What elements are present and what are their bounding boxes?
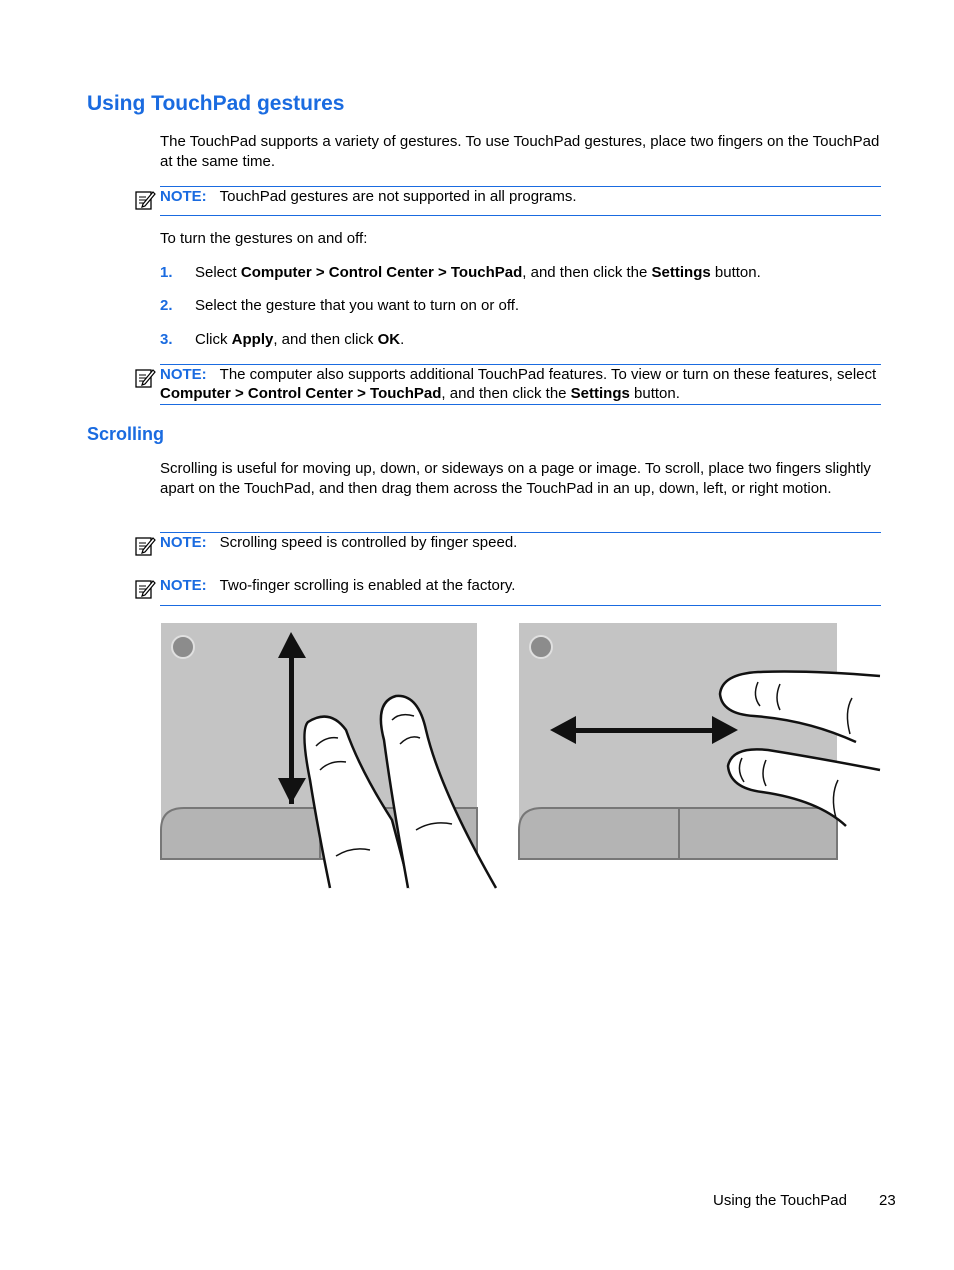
horizontal-scroll-illustration — [518, 620, 882, 865]
note-box — [160, 186, 881, 216]
step-text: , and then click — [273, 331, 378, 348]
menu-path: Computer > Control Center > TouchPad — [240, 264, 523, 281]
step-1 — [160, 263, 880, 283]
note-box — [160, 364, 881, 405]
note-text: button. — [629, 385, 680, 402]
step-number: 3. — [160, 331, 173, 348]
step-text: button. — [710, 264, 761, 281]
apply-label: Apply — [231, 331, 274, 348]
note-text: Two-finger scrolling is enabled at the factory. — [219, 577, 516, 594]
step-2 — [160, 296, 880, 316]
toggle-intro: To turn the gestures on and off: — [160, 230, 368, 247]
step-text: Select — [195, 264, 241, 281]
menu-path: Computer > Control Center > TouchPad — [160, 385, 442, 402]
ok-label: OK — [377, 331, 401, 348]
note-box — [160, 532, 881, 606]
note-text: TouchPad gestures are not supported in all programs. — [219, 188, 577, 205]
step-text: Select the gesture that you want to turn on or off. — [195, 297, 520, 314]
note-text: , and then click the — [441, 385, 571, 402]
touchpad-led-icon — [172, 636, 194, 658]
section-heading-scrolling: Scrolling — [87, 424, 165, 444]
step-number: 2. — [160, 297, 173, 314]
settings-label: Settings — [570, 385, 630, 402]
note-pencil-icon — [134, 367, 156, 389]
note-pencil-icon — [134, 535, 156, 557]
scrolling-paragraph: Scrolling is useful for moving up, down, or sideways on a page or image. To scroll, place two fingers slightly apart on the TouchPad, and then drag them across the TouchPad in an up, down, left, or right motion. — [160, 460, 871, 497]
footer-label: Using the TouchPad — [713, 1192, 847, 1209]
page-title: Using TouchPad gestures — [87, 92, 345, 115]
intro-paragraph: The TouchPad supports a variety of gestures. To use TouchPad gestures, place two fingers on the TouchPad at the same time. — [160, 133, 880, 170]
settings-label: Settings — [651, 264, 711, 281]
note-text: The computer also supports additional TouchPad features. To view or turn on these features, select — [219, 366, 877, 383]
note-pencil-icon — [134, 189, 156, 211]
step-3 — [160, 330, 880, 350]
note-pencil-icon — [134, 578, 156, 600]
step-text: , and then click the — [522, 264, 652, 281]
note-label: NOTE: — [160, 577, 207, 594]
step-text: Click — [195, 331, 232, 348]
step-number: 1. — [160, 264, 173, 281]
touchpad-led-icon — [530, 636, 552, 658]
page-number: 23 — [879, 1192, 896, 1209]
step-text: . — [400, 331, 405, 348]
vertical-scroll-illustration — [160, 620, 505, 892]
note-text: Scrolling speed is controlled by finger speed. — [219, 534, 518, 551]
note-label: NOTE: — [160, 366, 207, 383]
note-label: NOTE: — [160, 188, 207, 205]
note-label: NOTE: — [160, 534, 207, 551]
